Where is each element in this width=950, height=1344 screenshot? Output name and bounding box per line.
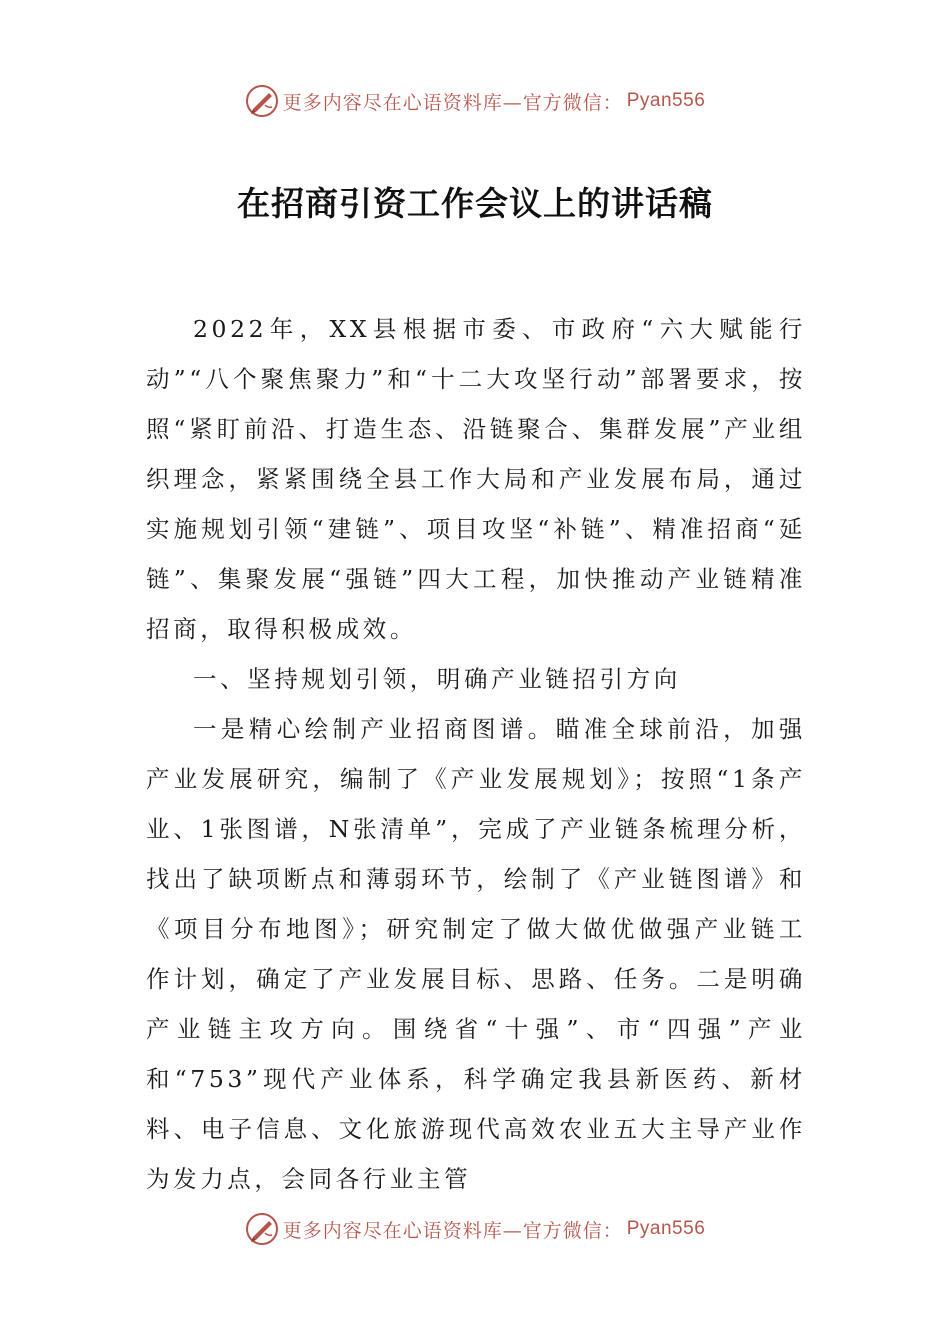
document-title: 在招商引资工作会议上的讲话稿 (237, 184, 713, 223)
pen-logo-icon (245, 1212, 279, 1246)
watermark-wechat-id: Pyan556 (626, 1218, 706, 1239)
pen-logo-icon (245, 84, 279, 118)
paragraph-body: 一是精心绘制产业招商图谱。瞄准全球前沿，加强产业发展研究，编制了《产业发展规划》；按照“1条产业、1张图谱，N张清单”，完成了产业链条梳理分析，找出了缺项断点和薄弱环节，绘制了《产业链图谱》和《项目分布地图》；研究制定了做大做优做强产业链工作计划，确定了产业发展目标、思路、任务。二是明确产业链主攻方向。围绕省“十强”、市“四强”产业和“753”现代产业体系，科学确定我县新医药、新材料、电子信息、文化旅游现代高效农业五大主导产业作为发力点，会同各行业主管 (146, 715, 806, 1193)
watermark-text: 更多内容尽在心语资料库—官方微信： (282, 1219, 623, 1242)
watermark-header (0, 84, 950, 118)
watermark-footer (0, 1212, 950, 1246)
section-heading: 一、坚持规划引领，明确产业链招引方向 (193, 665, 681, 693)
paragraph-intro: 2022年，XX县根据市委、市政府“六大赋能行动”“八个聚焦聚力”和“十二大攻坚行动”部署要求，按照“紧盯前沿、打造生态、沿链聚合、集群发展”产业组织理念，紧紧围绕全县工作大局和产业发展布局，通过实施规划引领“建链”、项目攻坚“补链”、精准招商“延链”、集聚发展“强链”四大工程，加快推动产业链精准招商，取得积极成效。 (146, 315, 806, 643)
document-body (146, 304, 806, 1204)
watermark-wechat-id: Pyan556 (626, 90, 706, 111)
watermark-text: 更多内容尽在心语资料库—官方微信： (282, 91, 623, 114)
